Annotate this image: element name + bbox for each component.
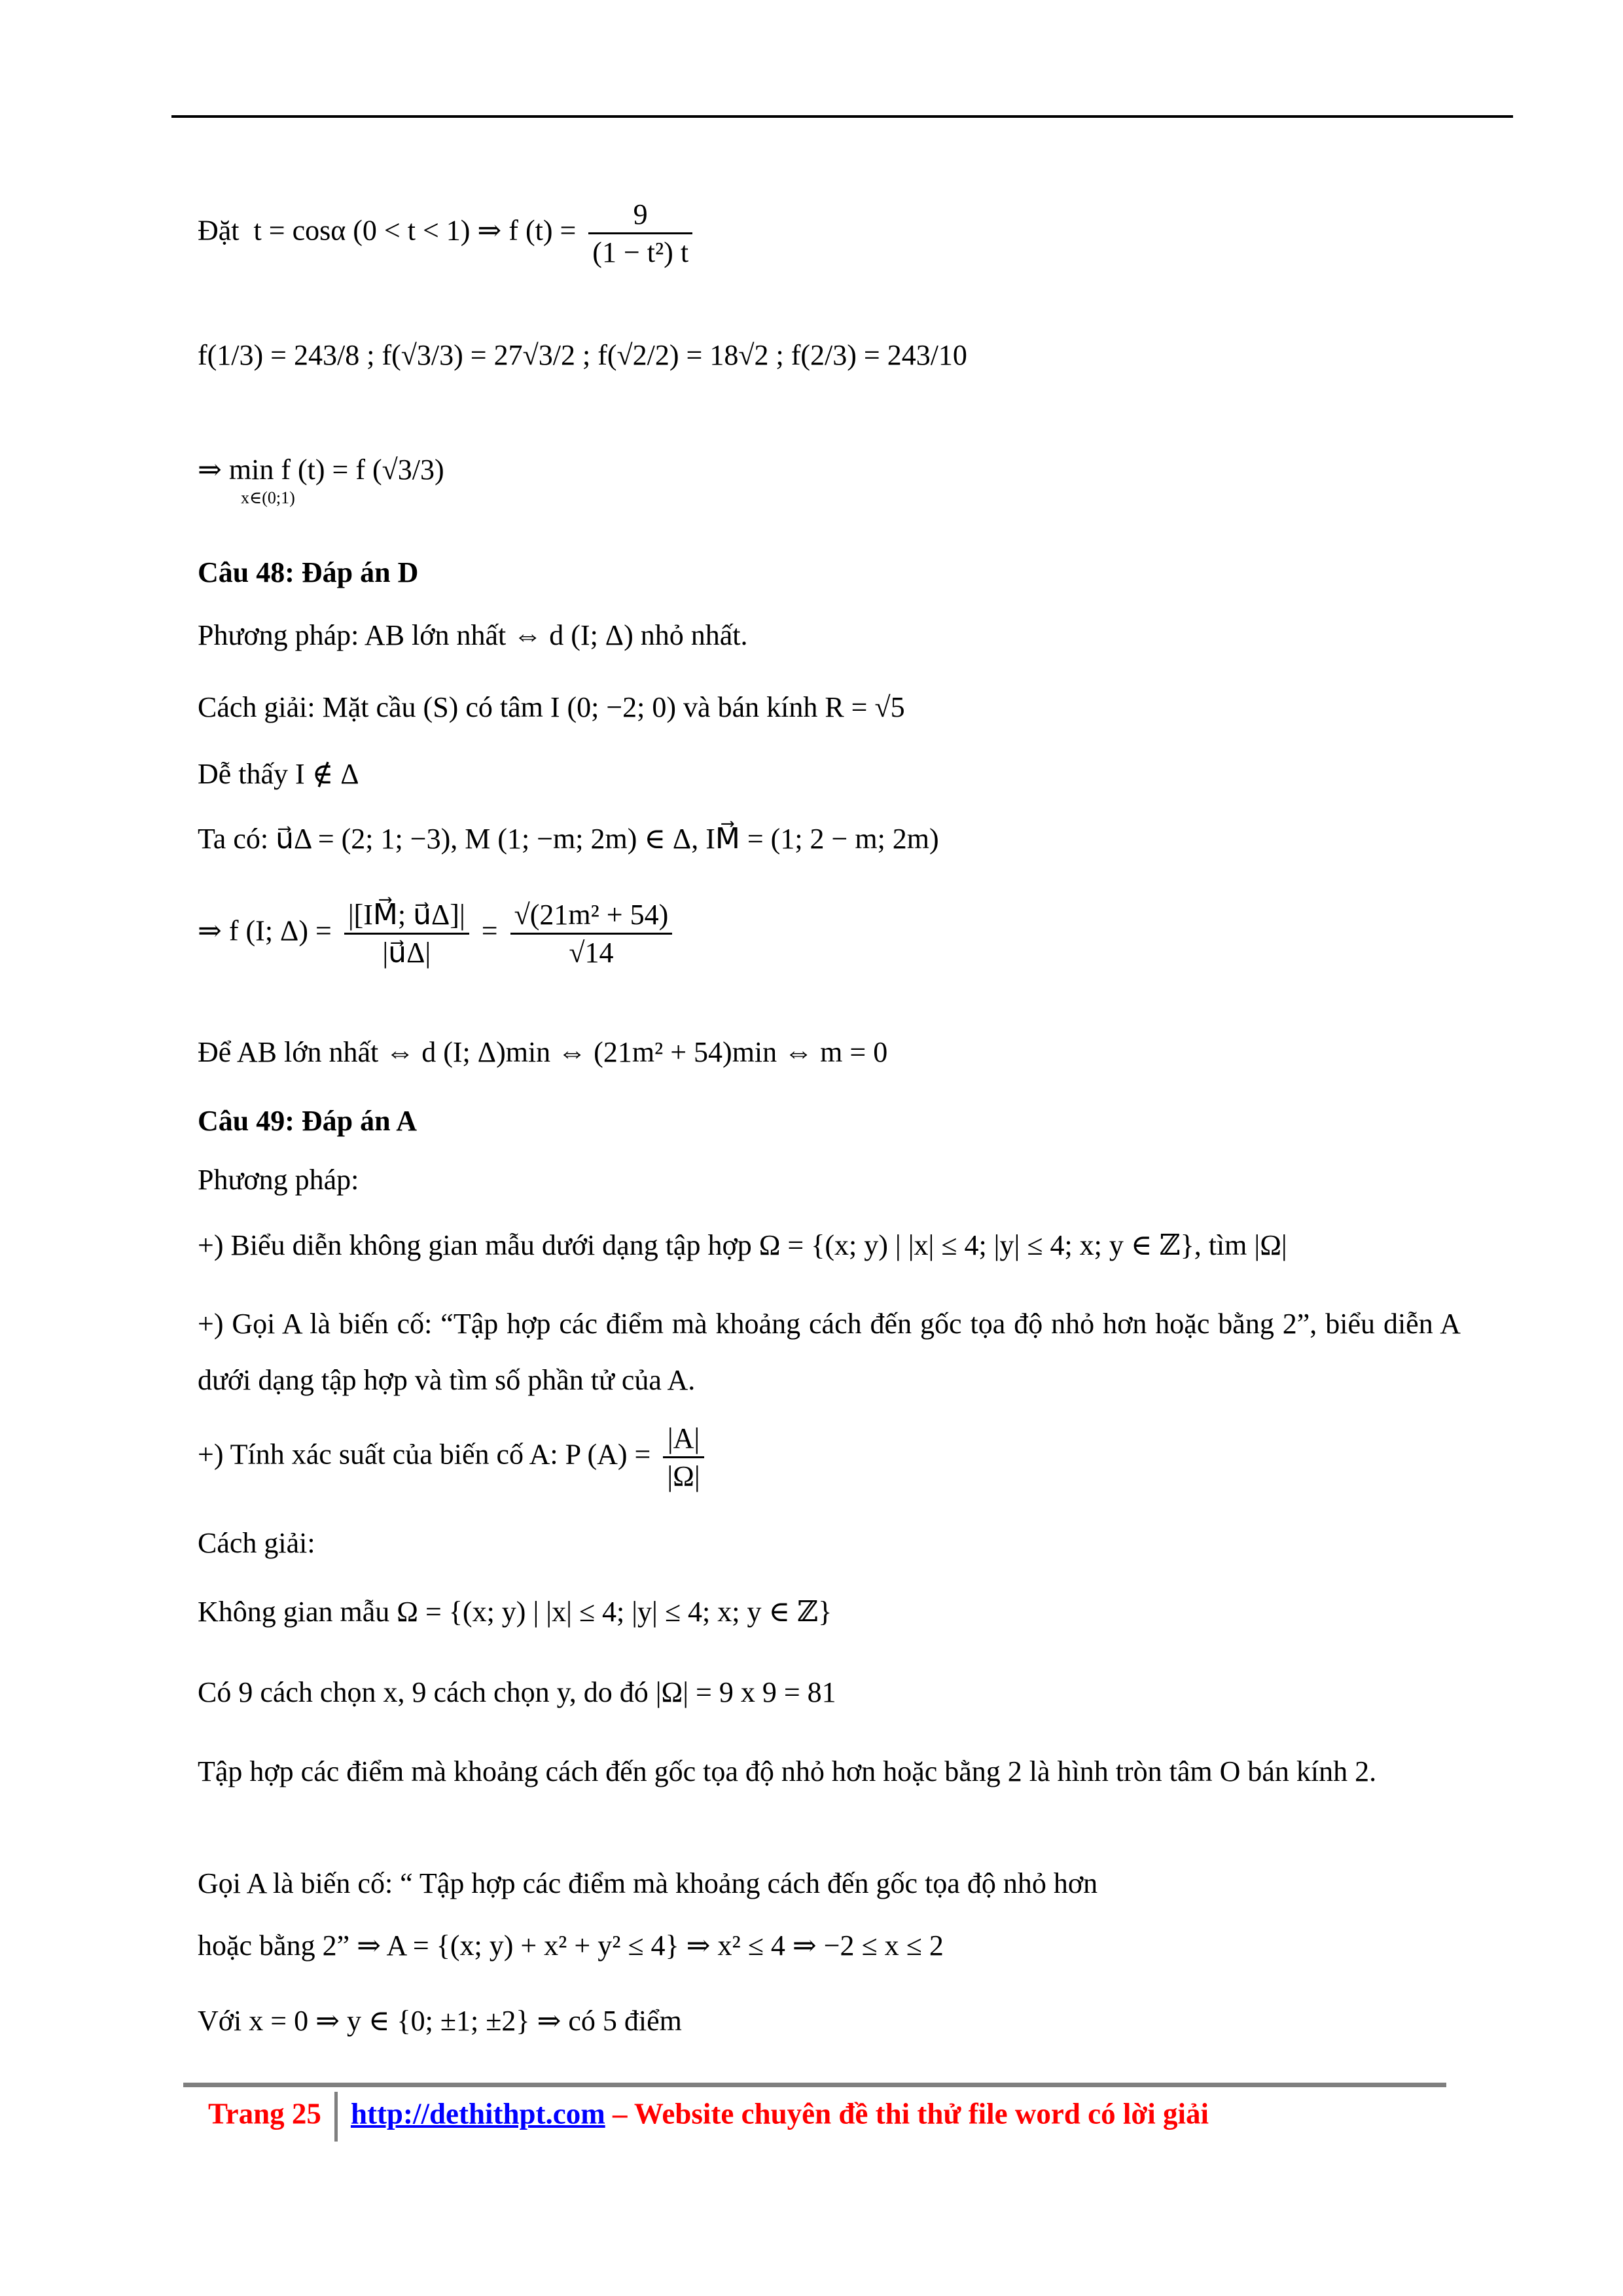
q48-conclusion: Để AB lớn nhất ⇔ d (I; Δ)min ⇔ (21m² + 54)min ⇔ m = 0 bbox=[198, 1036, 888, 1068]
header-rule bbox=[171, 115, 1513, 118]
direction-norm: |u⃗Δ| bbox=[382, 937, 431, 969]
q49-disk: Tập hợp các điểm mà khoảng cách đến gốc tọa độ nhỏ hơn hoặc bằng 2 là hình tròn tâm O bán kính 2. bbox=[198, 1755, 1377, 1787]
cross-product-norm: |[IM⃗; u⃗Δ]| bbox=[344, 897, 469, 935]
q49-step-1: +) Biểu diễn không gian mẫu dưới dạng tập hợp Ω = {(x; y) | |x| ≤ 4; |y| ≤ 4; x; y ∈ ℤ}, tìm |Ω| bbox=[198, 1229, 1287, 1261]
q49-sample-space: Không gian mẫu Ω = {(x; y) | |x| ≤ 4; |y| ≤ 4; x; y ∈ ℤ} bbox=[198, 1596, 832, 1628]
distance-denominator: √14 bbox=[569, 937, 614, 969]
footer-rule bbox=[183, 2083, 1446, 2087]
substitution-line bbox=[198, 196, 698, 270]
q49-case-x0: Với x = 0 ⇒ y ∈ {0; ±1; ±2} ⇒ có 5 điểm bbox=[198, 2005, 682, 2037]
q48-heading: Câu 48: Đáp án D bbox=[198, 556, 419, 588]
website-link[interactable]: http://dethithpt.com bbox=[350, 2097, 605, 2130]
q49-event-line-2: hoặc bằng 2” ⇒ A = {(x; y) + x² + y² ≤ 4} ⇒ x² ≤ 4 ⇒ −2 ≤ x ≤ 2 bbox=[198, 1929, 944, 1962]
q49-method: Phương pháp: bbox=[198, 1164, 359, 1196]
page-number: Trang 25 bbox=[208, 2097, 321, 2130]
q48-solution: Cách giải: Mặt cầu (S) có tâm I (0; −2; 0) và bán kính R = √5 bbox=[198, 691, 905, 723]
probability-lhs: +) Tính xác suất của biến cố A: P (A) = bbox=[198, 1438, 651, 1471]
q49-solution: Cách giải: bbox=[198, 1527, 315, 1559]
footer-tagline: – Website chuyên đề thi thử file word có lời giải bbox=[605, 2097, 1209, 2130]
q49-step-3 bbox=[198, 1420, 709, 1494]
distance-lhs: ⇒ f (I; Δ) = bbox=[198, 914, 332, 947]
fraction-denominator: (1 − t²) t bbox=[592, 236, 689, 268]
sample-size: |Ω| bbox=[667, 1460, 700, 1492]
q48-distance-formula: ⇒ f (I; Δ) = $\frac{|[IM⃗; u⃗\Delta]|}{|u⃗\Delta|}$ = $\frac{\text{√(21m² + 54)}}{√14}$ bbox=[198, 897, 677, 971]
minimum-subscript: x∈(0;1) bbox=[241, 488, 295, 507]
substitution-math: t = cosα (0 < t < 1) ⇒ f (t) = bbox=[253, 214, 577, 247]
q49-count: Có 9 cách chọn x, 9 cách chọn y, do đó |Ω| = 9 x 9 = 81 bbox=[198, 1676, 836, 1708]
event-size: |A| bbox=[663, 1420, 704, 1458]
minimum-line bbox=[198, 452, 444, 509]
page-footer bbox=[208, 2092, 1209, 2138]
footer-separator bbox=[334, 2092, 338, 2142]
q49-heading: Câu 49: Đáp án A bbox=[198, 1105, 417, 1137]
substitution-label: Đặt bbox=[198, 214, 240, 247]
fraction-numerator: 9 bbox=[588, 196, 692, 234]
q49-event-line-1: Gọi A là biến cố: “ Tập hợp các điểm mà khoảng cách đến gốc tọa độ nhỏ hơn bbox=[198, 1867, 1098, 1899]
distance-numerator: √(21m² + 54) bbox=[510, 897, 673, 935]
function-values-line: f(1/3) = 243/8 ; f(√3/3) = 27√3/2 ; f(√2/2) = 18√2 ; f(2/3) = 243/10 bbox=[198, 339, 967, 371]
distance-fraction-2 bbox=[510, 897, 673, 971]
distance-fraction-1 bbox=[344, 897, 469, 971]
probability-fraction bbox=[663, 1420, 704, 1494]
q48-method: Phương pháp: AB lớn nhất ⇔ d (I; Δ) nhỏ nhất. bbox=[198, 619, 748, 651]
q48-easy-see: Dễ thấy I ∉ Δ bbox=[198, 758, 359, 790]
q49-step-2: +) Gọi A là biến cố: “Tập hợp các điểm mà khoảng cách đến gốc tọa độ nhỏ hơn hoặc bằng 2”, biểu diễn A dưới dạng tập hợp và tìm số phần tử của A. bbox=[198, 1308, 1461, 1396]
q48-given: Ta có: u⃗Δ = (2; 1; −3), M (1; −m; 2m) ∈ Δ, IM⃗ = (1; 2 − m; 2m) bbox=[198, 823, 939, 855]
substitution-fraction bbox=[588, 196, 692, 270]
minimum-math: ⇒ min f (t) = f (√3/3) bbox=[198, 454, 444, 486]
